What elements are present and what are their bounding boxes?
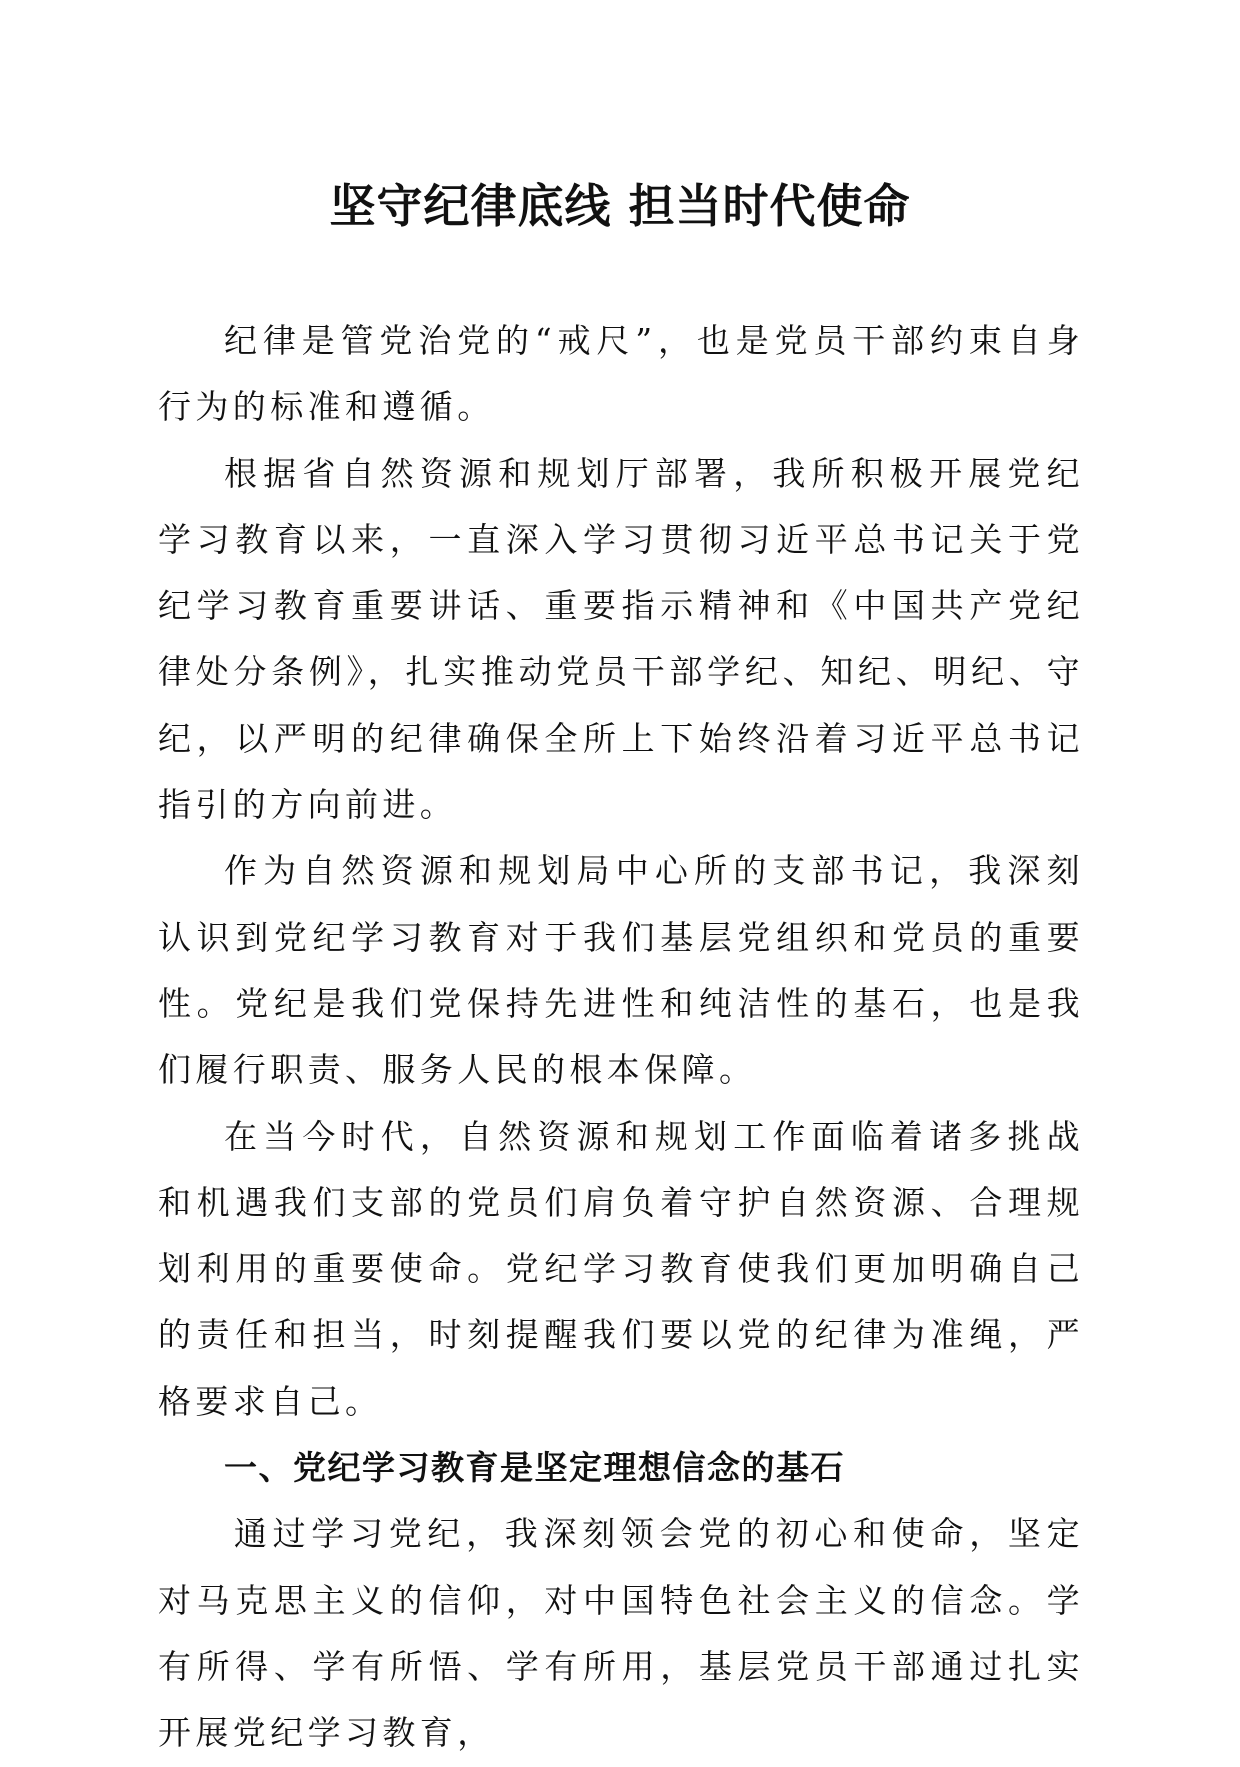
paragraph-deployment: 根据省自然资源和规划厅部署，我所积极开展党纪学习教育以来，一直深入学习贯彻习近平总书记关于党纪学习教育重要讲话、重要指示精神和《中国共产党纪律处分条例》，扎实推动党员干部学纪、知纪、明纪、守纪，以严明的纪律确保全所上下始终沿着习近平总书记指引的方向前进。 — [158, 453, 1084, 825]
section-heading: 一、党纪学习教育是坚定理想信念的基石 — [224, 1448, 845, 1488]
paragraph-branch-secretary: 作为自然资源和规划局中心所的支部书记，我深刻认识到党纪学习教育对于我们基层党组织和党员的重要性。党纪是我们党保持先进性和纯洁性的基石，也是我们履行职责、服务人民的根本保障。 — [158, 851, 1084, 1090]
document-body — [158, 308, 1084, 1767]
paragraph-current-era: 在当今时代，自然资源和规划工作面临着诸多挑战和机遇我们支部的党员们肩负着守护自然资源、合理规划利用的重要使命。党纪学习教育使我们更加明确自己的责任和担当，时刻提醒我们要以党的纪律为准绳，严格要求自己。 — [158, 1116, 1084, 1421]
paragraph-discipline-ruler: 纪律是管党治党的“戒尺”，也是党员干部约束自身行为的标准和遵循。 — [158, 321, 1084, 427]
document-title: 坚守纪律底线 担当时代使命 — [329, 179, 911, 233]
paragraph-ideals-beliefs: 通过学习党纪，我深刻领会党的初心和使命，坚定对马克思主义的信仰，对中国特色社会主义的信念。学有所得、学有所悟、学有所用，基层党员干部通过扎实开展党纪学习教育， — [158, 1514, 1084, 1753]
